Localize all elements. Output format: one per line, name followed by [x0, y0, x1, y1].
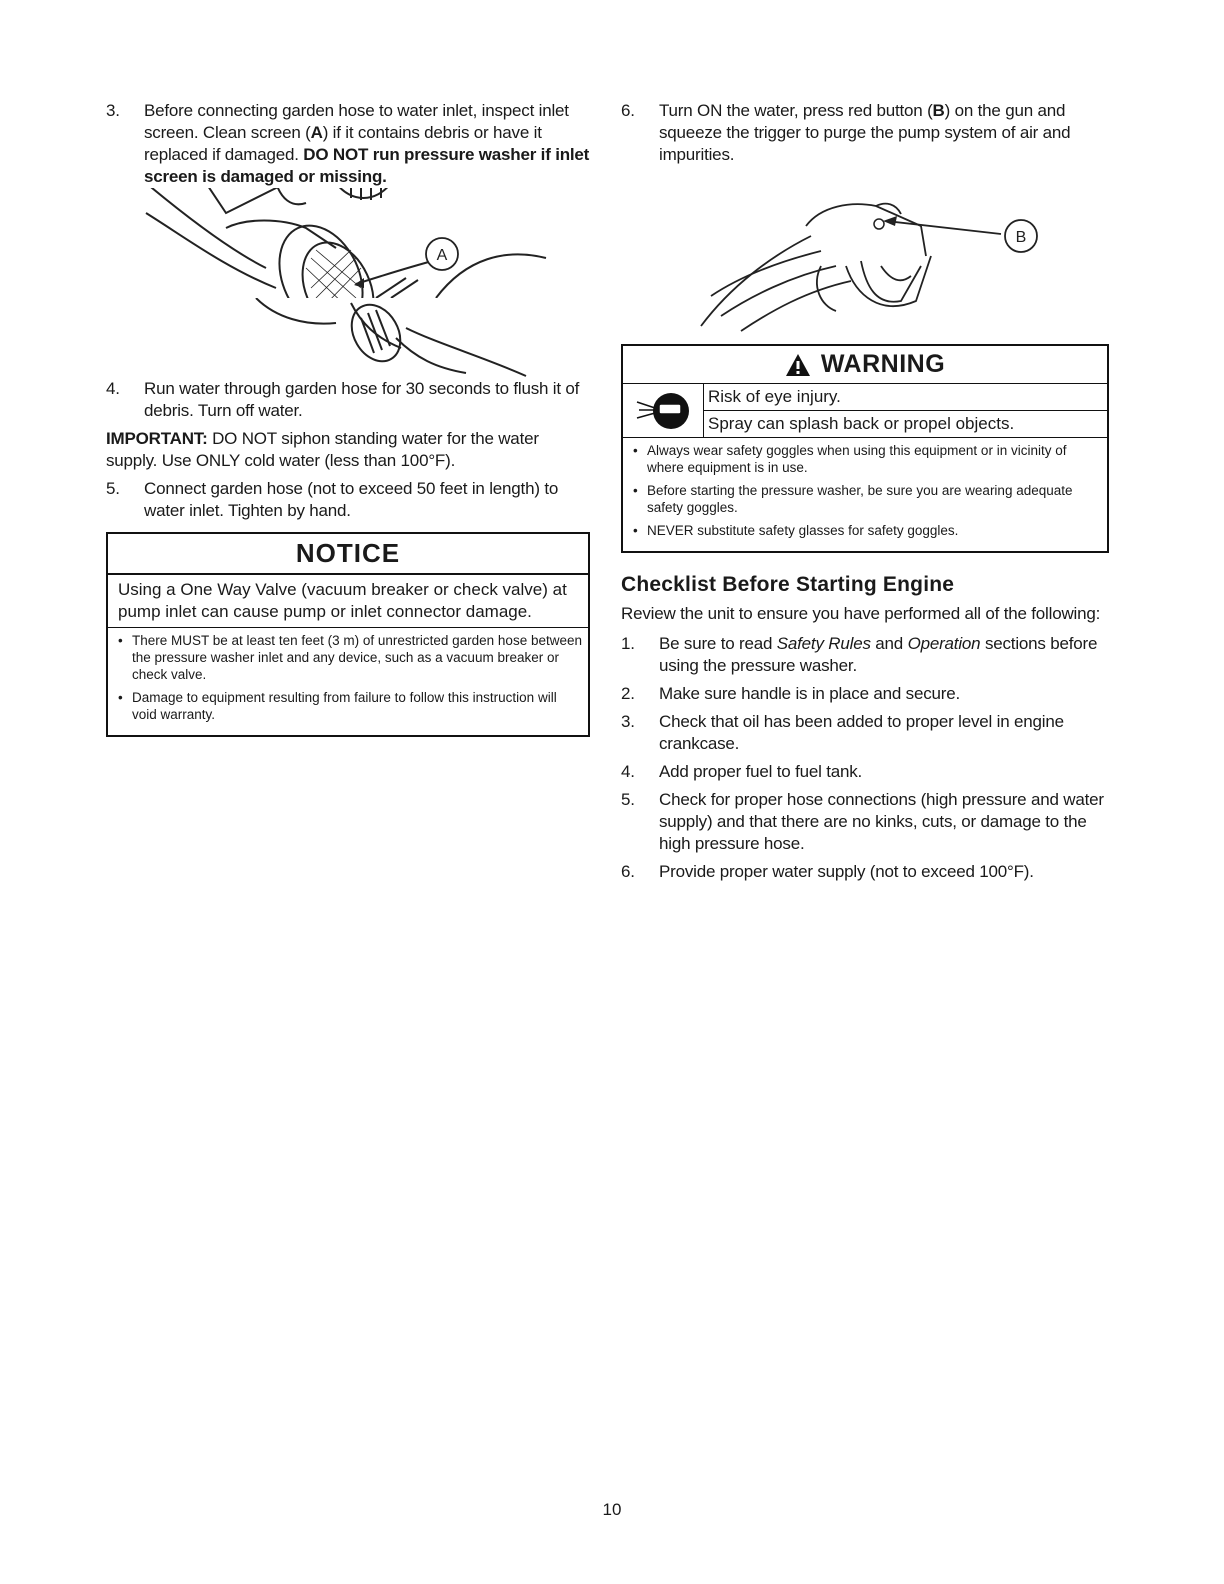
step-text: Provide proper water supply (not to exceed 100°F). — [659, 862, 1034, 881]
warning-bullet: • Always wear safety goggles when using this equipment or in vicinity of where equipment is in use. — [631, 442, 1101, 476]
warning-box — [621, 344, 1109, 553]
checklist-item-2 — [621, 683, 1109, 705]
checklist-item-5 — [621, 789, 1109, 855]
callout-ref-b: B — [932, 101, 945, 120]
important-text: DO NOT siphon standing water for the water supply. Use ONLY cold water (less than 100°F). — [106, 429, 539, 470]
step-text: Check for proper hose connections (high pressure and water supply) and that there are no kinks, cuts, or damage to the high pressure hose. — [659, 790, 1104, 853]
page-number: 10 — [602, 1500, 622, 1519]
step-number: 4. — [621, 762, 635, 781]
inlet-hose-figure-bottom — [106, 298, 590, 378]
step-text-part: Be sure to read — [659, 634, 777, 653]
step-text-part: sections before using the pressure washer. — [659, 634, 1098, 675]
warning-bullets — [623, 438, 1107, 551]
checklist-item-4 — [621, 761, 1109, 783]
step-text: Run water through garden hose for 30 seconds to flush it of debris. Turn off water. — [144, 379, 580, 420]
important-label: IMPORTANT: — [106, 429, 208, 448]
step-text: Connect garden hose (not to exceed 50 feet in length) to water inlet. Tighten by hand. — [144, 479, 559, 520]
notice-bullet: • Damage to equipment resulting from failure to follow this instruction will void warranty. — [116, 689, 582, 723]
notice-bullets — [108, 628, 588, 735]
figure-label-b: B — [1015, 229, 1027, 246]
inlet-screen-illustration — [106, 188, 590, 298]
inlet-screen-figure — [106, 188, 590, 298]
step-number: 6. — [621, 862, 635, 881]
step-text — [144, 100, 590, 188]
step-4 — [106, 378, 590, 422]
notice-box — [106, 532, 590, 737]
warning-bullet: • Before starting the pressure washer, be sure you are wearing adequate safety goggles. — [631, 482, 1101, 516]
step-3 — [106, 100, 590, 188]
warning-bullet: • NEVER substitute safety glasses for safety goggles. — [631, 522, 1101, 539]
warning-triangle-icon — [785, 353, 811, 377]
warning-hazard-line: Risk of eye injury. — [708, 387, 841, 406]
checklist-heading: Checklist Before Starting Engine — [621, 573, 955, 596]
figure-label-a: A — [436, 247, 448, 264]
step-number: 5. — [621, 790, 635, 809]
notice-bullet: • There MUST be at least ten feet (3 m) of unrestricted garden hose between the pressure washer inlet and any device, such as a vacuum breaker or check valve. — [116, 632, 582, 683]
step-text-part: ) if it contains debris or have it replaced if damaged. — [144, 123, 542, 164]
eye-injury-icon — [633, 388, 693, 434]
checklist-intro: Review the unit to ensure you have performed all of the following: — [621, 604, 1101, 623]
step-text-part: ) on the gun and squeeze the trigger to purge the pump system of air and impurities. — [659, 101, 1071, 164]
callout-ref-a: A — [310, 123, 323, 142]
step-text: Make sure handle is in place and secure. — [659, 684, 961, 703]
step-number: 5. — [106, 479, 120, 498]
step-number: 3. — [106, 101, 120, 120]
step-5 — [106, 478, 590, 522]
step-text-part: and — [870, 634, 908, 653]
checklist-item-3 — [621, 711, 1109, 755]
step-text — [659, 100, 1109, 166]
step-warning-text: DO NOT run pressure washer if inlet screen is damaged or missing. — [144, 145, 590, 186]
step-number: 4. — [106, 379, 120, 398]
operation-ref: Operation — [907, 634, 981, 653]
notice-title: NOTICE — [108, 534, 588, 575]
garden-hose-illustration — [106, 298, 590, 378]
notice-body: Using a One Way Valve (vacuum breaker or check valve) at pump inlet can cause pump or inlet connector damage. — [108, 575, 588, 628]
important-note — [106, 428, 590, 472]
step-number: 6. — [621, 101, 635, 120]
safety-rules-ref: Safety Rules — [776, 634, 871, 653]
step-text: Add proper fuel to fuel tank. — [659, 762, 863, 781]
warning-header — [623, 346, 1107, 384]
step-number: 1. — [621, 634, 635, 653]
right-column — [621, 100, 1109, 883]
checklist-item-1 — [621, 633, 1109, 677]
step-text-part: Turn ON the water, press red button ( — [659, 101, 933, 120]
spray-gun-illustration — [621, 166, 1109, 336]
step-text-part: Before connecting garden hose to water inlet, inspect inlet screen. Clean screen ( — [144, 101, 569, 142]
spray-gun-figure — [621, 166, 1109, 336]
warning-title: WARNING — [820, 350, 946, 378]
step-text — [659, 633, 1109, 677]
left-column — [106, 100, 590, 737]
step-number: 3. — [621, 712, 635, 731]
step-6 — [621, 100, 1109, 166]
eye-injury-icon-cell — [623, 384, 704, 437]
step-number: 2. — [621, 684, 635, 703]
checklist-item-6 — [621, 861, 1109, 883]
warning-hazard-line: Spray can splash back or propel objects. — [704, 410, 1107, 437]
step-text: Check that oil has been added to proper level in engine crankcase. — [659, 712, 1064, 753]
warning-hazard-row — [623, 384, 1107, 438]
warning-hazard-lines — [704, 384, 1107, 437]
